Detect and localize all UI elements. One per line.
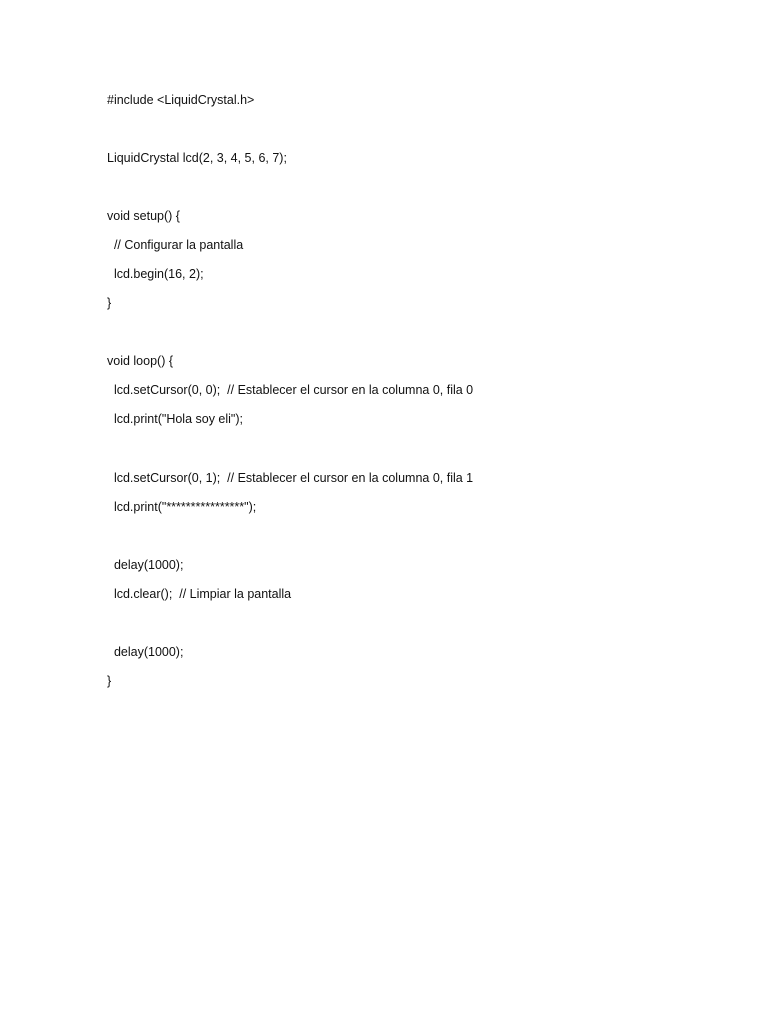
code-line-setup-close: } [107, 296, 112, 310]
code-line-lcd-declaration: LiquidCrystal lcd(2, 3, 4, 5, 6, 7); [107, 151, 287, 165]
code-line-loop-close: } [107, 674, 112, 688]
code-line-lcd-clear: lcd.clear(); // Limpiar la pantalla [107, 587, 292, 601]
code-line-include: #include <LiquidCrystal.h> [107, 93, 255, 107]
code-line-print-asterisks: lcd.print("****************"); [107, 500, 257, 514]
code-line-lcd-begin: lcd.begin(16, 2); [107, 267, 204, 281]
code-line-set-cursor-row-0: lcd.setCursor(0, 0); // Establecer el cursor en la columna 0, fila 0 [107, 383, 474, 397]
code-line-setup-comment: // Configurar la pantalla [107, 238, 244, 252]
code-line-setup-signature: void setup() { [107, 209, 180, 223]
code-line-loop-signature: void loop() { [107, 354, 174, 368]
code-line-delay-second: delay(1000); [107, 645, 184, 659]
code-line-delay-first: delay(1000); [107, 558, 184, 572]
code-line-print-greeting: lcd.print("Hola soy eli"); [107, 412, 243, 426]
code-line-set-cursor-row-1: lcd.setCursor(0, 1); // Establecer el cursor en la columna 0, fila 1 [107, 471, 474, 485]
